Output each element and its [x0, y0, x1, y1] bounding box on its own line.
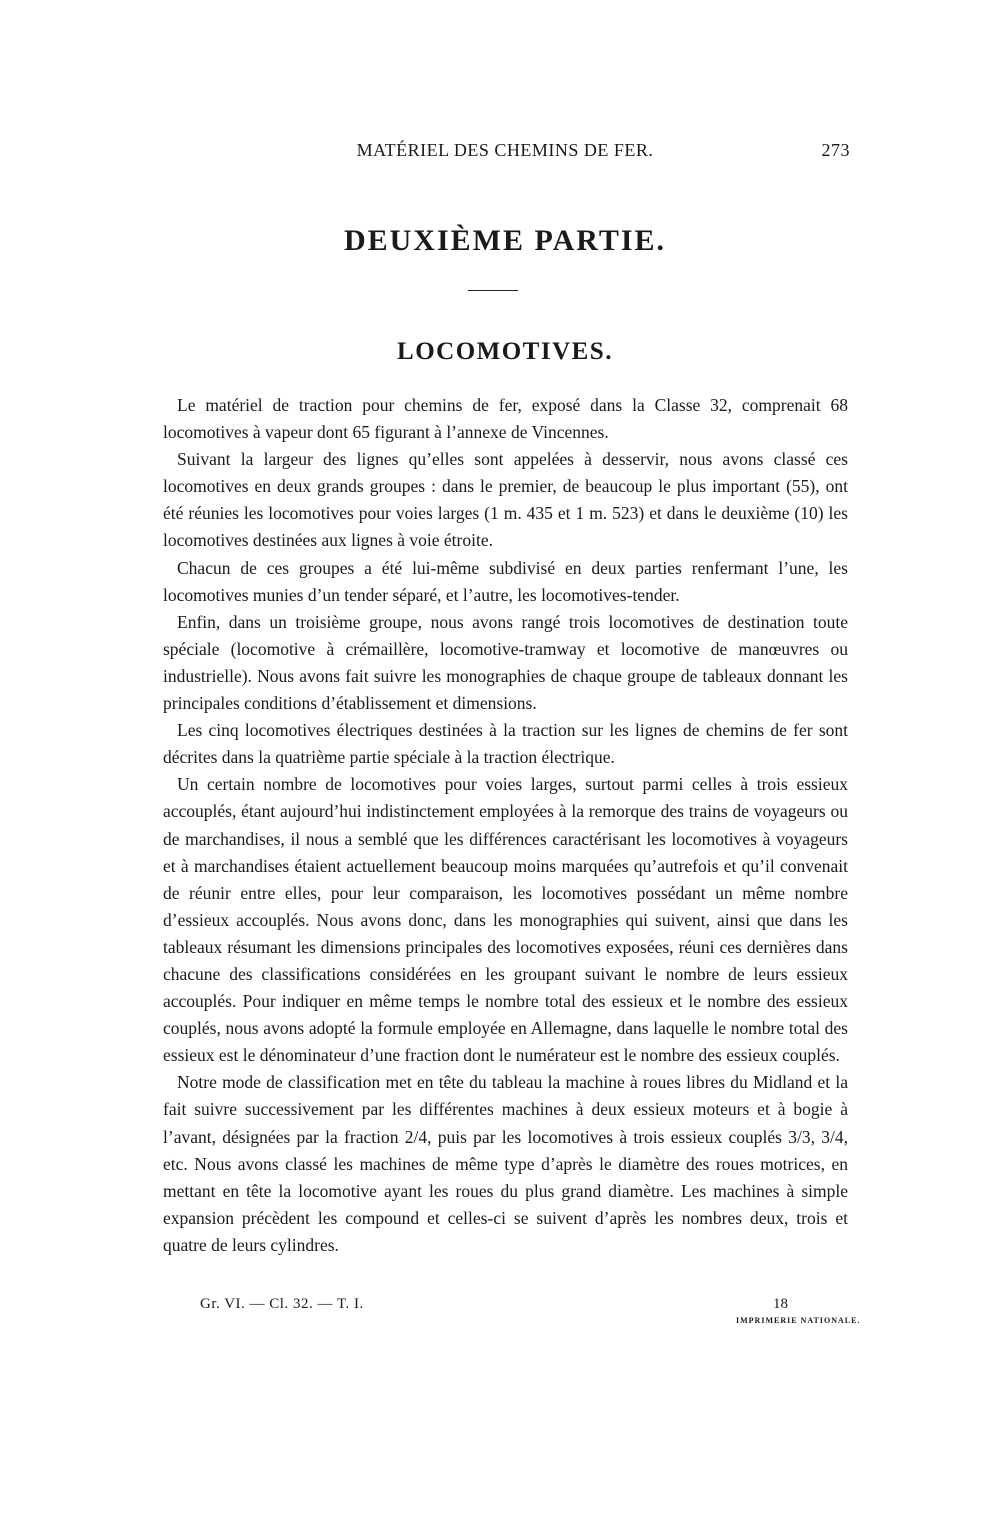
- body-text: [163, 392, 848, 1259]
- section-title: LOCOMOTIVES.: [397, 338, 613, 365]
- paragraph: Notre mode de classification met en tête du tableau la machine à roues libres du Midland et la fait suivre successivement par les différentes machines à deux essieux moteurs et à bogie à l’avant, désignées par la fraction 2/4, puis par les locomotives à trois essieux couplés 3/3, 3/4, etc. Nous avons classé les machines de même type d’après le diamètre des roues motrices, en mettant en tête la locomotive ayant les roues du plus grand diamètre. Les machines à simple expansion précèdent les compound et celles-ci se suivent d’après les nombres deux, trois et quatre de leurs cylindres.: [163, 1072, 848, 1255]
- paragraph: Enfin, dans un troisième groupe, nous avons rangé trois locomotives de destination toute spéciale (locomotive à crémaillère, locomotive-tramway et locomotive de manœuvres ou industrielle). Nous avons fait suivre les monographies de chaque groupe de tableaux donnant les principales conditions d’établissement et dimensions.: [163, 611, 848, 714]
- paragraph: Un certain nombre de locomotives pour voies larges, surtout parmi celles à trois essieux accouplés, étant aujourd’hui indistinctement employées à la remorque des trains de voyageurs ou de marchandises, il nous a semblé que les différences caractérisant les locomotives à voyageurs et à marchandises étaient actuellement beaucoup moins marquées qu’autrefois et qu’il convenait de réunir entre elles, pour leur comparaison, les locomotives possédant un même nombre d’essieux accouplés. Nous avons donc, dans les monographies qui suivent, ainsi que dans les tableaux résumant les dimensions principales des locomotives exposées, réuni ces dernières dans chacune des classifications considérées en les groupant suivant le nombre de leurs essieux accouplés. Pour indiquer en même temps le nombre total des essieux et le nombre des essieux couplés, nous avons adopté la formule employée en Allemagne, dans laquelle le nombre total des essieux est le dénominateur d’une fraction dont le numérateur est le nombre des essieux couplés.: [163, 774, 848, 1066]
- running-head: [160, 140, 850, 164]
- paragraph: Le matériel de traction pour chemins de fer, exposé dans la Classe 32, comprenait 68 locomotives à vapeur dont 65 figurant à l’annexe de Vincennes.: [163, 395, 848, 443]
- paragraph: Les cinq locomotives électriques destinées à la traction sur les lignes de chemins de fer sont décrites dans la quatrième partie spéciale à la traction électrique.: [163, 720, 848, 768]
- running-title: MATÉRIEL DES CHEMINS DE FER.: [356, 140, 654, 160]
- title-divider: [468, 290, 518, 291]
- part-title: DEUXIÈME PARTIE.: [343, 224, 667, 257]
- sheet-number: 18: [773, 1296, 788, 1312]
- page-number: 273: [821, 140, 850, 160]
- printer-mark: IMPRIMERIE NATIONALE.: [736, 1316, 861, 1325]
- paragraph: Chacun de ces groupes a été lui-même subdivisé en deux parties renfermant l’une, les locomotives munies d’un tender séparé, et l’autre, les locomotives-tender.: [163, 557, 848, 605]
- paragraph: Suivant la largeur des lignes qu’elles sont appelées à desservir, nous avons classé ces locomotives en deux grands groupes : dans le premier, de beaucoup le plus important (55), ont été réunies les locomotives pour voies larges (1 m. 435 et 1 m. 523) et dans le deuxième (10) les locomotives destinées aux lignes à voie étroite.: [163, 449, 848, 551]
- footer-signature: Gr. VI. — Cl. 32. — T. I.: [200, 1296, 364, 1312]
